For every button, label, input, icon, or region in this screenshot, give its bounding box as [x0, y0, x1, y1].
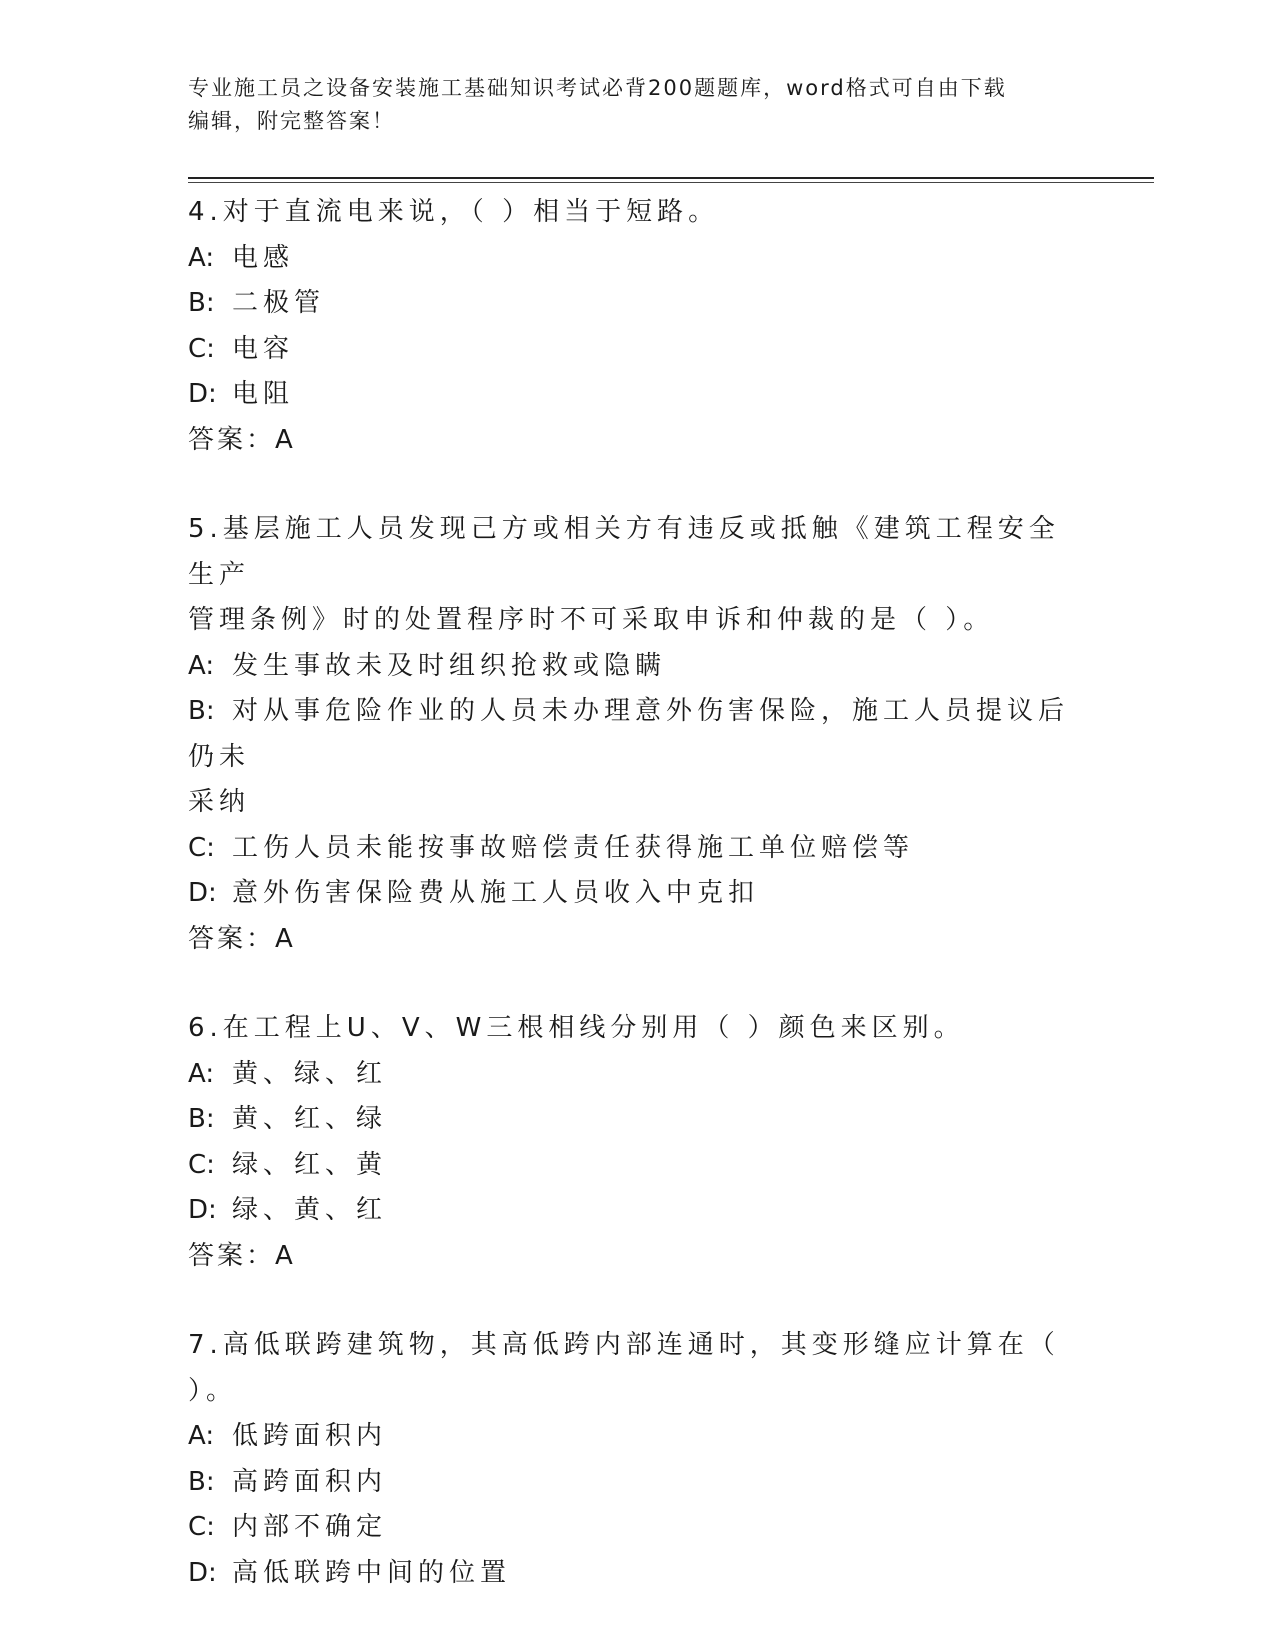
option-key: B:: [188, 288, 215, 318]
header-line-1: 专业施工员之设备安装施工基础知识考试必背200题题库，word格式可自由下载: [188, 76, 1007, 100]
option-d: [188, 372, 1088, 418]
option-text: 发生事故未及时组织抢救或隐瞒: [232, 650, 667, 681]
option-text: 电容: [232, 333, 295, 364]
question-7: [188, 1323, 1088, 1596]
option-text: 绿、黄、红: [232, 1195, 388, 1225]
option-d: [188, 871, 1088, 917]
option-key: B:: [188, 1104, 215, 1134]
option-text: 对从事危险作业的人员未办理意外伤害保险，施工人员提议后仍未: [188, 696, 1070, 772]
option-text: 电阻: [232, 379, 295, 409]
option-text: 工伤人员未能按事故赔偿责任获得施工单位赔偿等: [232, 832, 915, 863]
option-b: [188, 281, 1088, 327]
option-key: B:: [188, 1466, 215, 1497]
option-key: D:: [188, 379, 217, 409]
option-key: D:: [188, 1195, 217, 1225]
option-text: 意外伤害保险费从施工人员收入中克扣: [232, 878, 760, 908]
option-key: C:: [188, 1512, 215, 1542]
option-d: [188, 1188, 1088, 1234]
option-text: 黄、绿、红: [232, 1058, 388, 1089]
option-b-continuation: 采纳: [188, 787, 251, 817]
option-a: [188, 236, 1088, 282]
option-text: 高跨面积内: [232, 1466, 388, 1497]
option-key: A:: [188, 1421, 215, 1451]
option-a: [188, 644, 1088, 690]
option-key: C:: [188, 832, 215, 863]
option-b: [188, 1097, 1088, 1143]
option-key: A:: [188, 242, 215, 273]
header-divider-thin: [188, 182, 1154, 183]
option-text: 内部不确定: [232, 1512, 388, 1542]
question-stem: 4.对于直流电来说，（ ）相当于短路。: [188, 197, 720, 227]
answer-line: 答案：A: [188, 424, 296, 455]
option-key: B:: [188, 696, 215, 726]
option-c: [188, 826, 1088, 872]
question-stem-line-2: 管理条例》时的处置程序时不可采取申诉和仲裁的是（ ）。: [188, 605, 995, 635]
option-text: 电感: [232, 242, 295, 273]
header-divider-thick: [188, 177, 1154, 179]
option-c: [188, 1143, 1088, 1189]
option-text: 高低联跨中间的位置: [232, 1557, 512, 1588]
option-text: 低跨面积内: [232, 1421, 388, 1451]
question-stem: 7.高低联跨建筑物，其高低跨内部连通时，其变形缝应计算在（ ）。: [188, 1330, 1074, 1406]
answer-line: 答案：A: [188, 1240, 296, 1271]
option-b: [188, 689, 1088, 780]
header-line-2: 编辑，附完整答案！: [188, 109, 395, 133]
option-a: [188, 1052, 1088, 1098]
document-header: [188, 72, 1088, 138]
option-key: D:: [188, 878, 217, 908]
option-d: [188, 1551, 1088, 1597]
option-c: [188, 327, 1088, 373]
option-text: 绿、红、黄: [232, 1149, 388, 1180]
answer-line: 答案：A: [188, 923, 296, 954]
option-b: [188, 1460, 1088, 1506]
question-6: [188, 1006, 1088, 1279]
option-key: A:: [188, 1058, 215, 1089]
option-text: 黄、红、绿: [232, 1104, 388, 1134]
option-c: [188, 1505, 1088, 1551]
question-5: [188, 507, 1088, 962]
option-key: D:: [188, 1557, 217, 1588]
option-key: C:: [188, 1149, 215, 1180]
option-text: 二极管: [232, 288, 326, 318]
option-a: [188, 1414, 1088, 1460]
question-stem-line-1: 5.基层施工人员发现己方或相关方有违反或抵触《建筑工程安全生产: [188, 514, 1060, 590]
question-4: [188, 190, 1088, 463]
option-key: C:: [188, 333, 215, 364]
option-key: A:: [188, 650, 215, 681]
question-stem: 6.在工程上U、V、W三根相线分别用（ ）颜色来区别。: [188, 1013, 965, 1043]
question-list: [188, 190, 1088, 1596]
